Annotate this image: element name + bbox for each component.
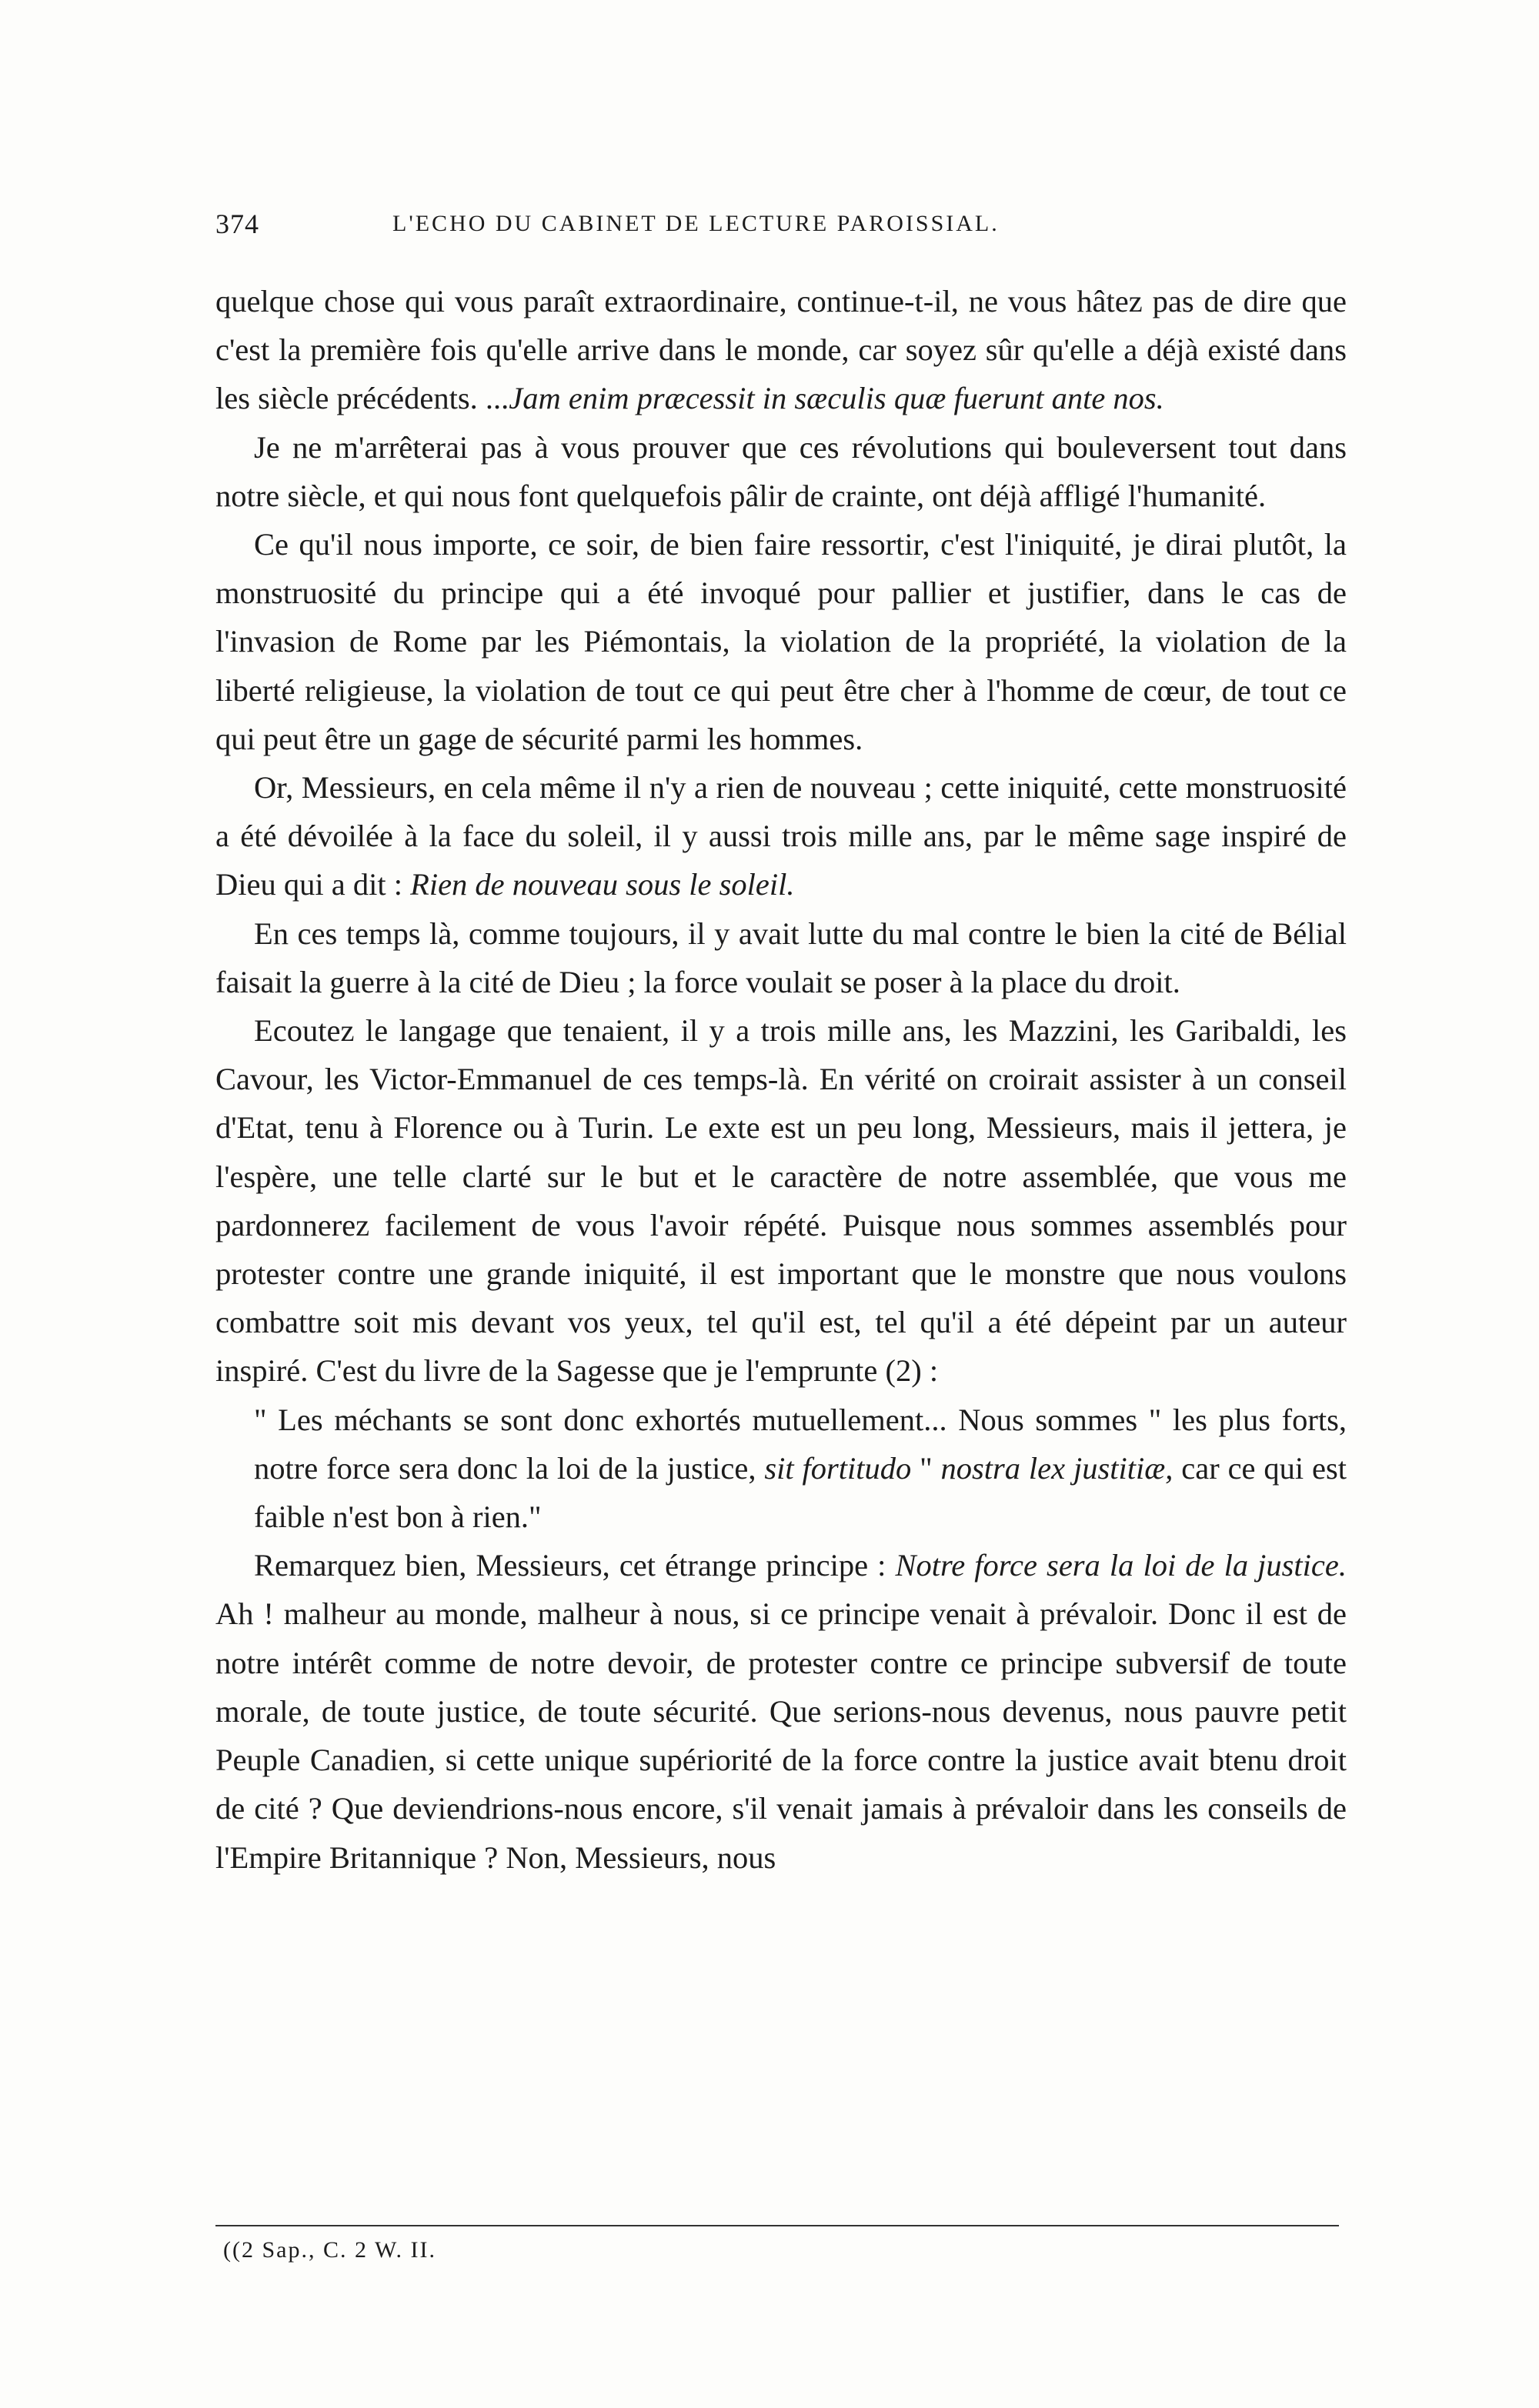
italic-latin-text: Rien de nouveau sous le soleil. (410, 867, 795, 902)
body-paragraph (215, 909, 1347, 1006)
italic-latin-text: nostra lex justitiæ, (940, 1450, 1173, 1486)
paragraph-text: Remarquez bien, Messieurs, cet étrange principe : (254, 1548, 896, 1583)
body-paragraph (215, 277, 1347, 423)
paragraph-text: car ce qui est faible n'est bon à rien." (254, 1450, 1347, 1535)
paragraph-text: Je ne m'arrêterai pas à vous prouver que ces révolutions qui bouleversent tout dans notre siècle, et qui nous font quelquefois pâlir de crainte, ont déjà affligé l'humanité. (215, 429, 1347, 513)
body-paragraph (215, 763, 1347, 909)
paragraph-text: Ah ! malheur au monde, malheur à nous, si ce principe venait à prévaloir. Donc il est de notre intérêt comme de notre devoir, de protester contre ce principe subversif de toute morale, de toute justice, de toute sécurité. Que serions-nous devenus, nous pauvre petit Peuple Canadien, si cette unique supériorité de la force contre la justice avait btenu droit de cité ? Que deviendrions-nous encore, s'il venait jamais à prévaloir dans les conseils de l'Empire Britannique ? Non, Messieurs, nous (215, 1596, 1347, 1875)
paragraph-text: " (911, 1450, 941, 1486)
paragraph-text: Ecoutez le langage que tenaient, il y a trois mille ans, les Mazzini, les Garibaldi, les Cavour, les Victor-Emmanuel de ces temps-là. En vérité on croirait assister à un conseil d'Etat, tenu à Florence ou à Turin. Le exte est un peu long, Messieurs, mais il jettera, je l'espère, une telle clarté sur le but et le caractère de notre assemblée, que vous me pardonnerez facilement de vous l'avoir répété. Puisque nous sommes assemblés pour protester contre une grande iniquité, il est important que le monstre que nous voulons combattre soit mis devant vos yeux, tel qu'il est, tel qu'il a été dépeint par un auteur inspiré. C'est du livre de la Sagesse que je l'emprunte (2) : (215, 1013, 1347, 1389)
footnote: ((2 Sap., C. 2 W. II. (223, 2237, 436, 2263)
running-title: L'ECHO DU CABINET DE LECTURE PAROISSIAL. (392, 211, 1000, 236)
italic-latin-text: Jam enim præcessit in sæculis quæ fuerunt ante nos. (509, 381, 1164, 416)
paragraph-text: En ces temps là, comme toujours, il y avait lutte du mal contre le bien la cité de Bélial faisait la guerre à la cité de Dieu ; la force voulait se poser à la place du droit. (215, 916, 1347, 999)
italic-latin-text: Notre force sera la loi de la justice. (895, 1548, 1347, 1583)
paragraph-text: Ce qu'il nous importe, ce soir, de bien faire ressortir, c'est l'iniquité, je dirai plutôt, la monstruosité du principe qui a été invoqué pour pallier et justifier, dans le cas de l'invasion de Rome par les Piémontais, la violation de la propriété, la violation de la liberté religieuse, la violation de tout ce qui peut être cher à l'homme de cœur, de tout ce qui peut être un gage de sécurité parmi les hommes. (215, 527, 1347, 756)
page-body-text (215, 277, 1347, 1882)
paragraph-text: " Les méchants se sont donc exhortés mutuellement... Nous sommes " les plus forts, notre force sera donc la loi de la justice, (254, 1402, 1347, 1486)
body-paragraph (215, 520, 1347, 763)
body-paragraph (215, 1006, 1347, 1396)
body-paragraph (215, 423, 1347, 520)
page-number: 374 (215, 208, 259, 239)
quotation-paragraph (215, 1396, 1347, 1542)
paragraph-text: quelque chose qui vous paraît extraordinaire, continue-t-il, ne vous hâtez pas de dire que c'est la première fois qu'elle arrive dans le monde, car soyez sûr qu'elle a déjà existé dans les siècle précédents. ... (215, 284, 1347, 416)
footnote-rule (215, 2225, 1339, 2226)
body-paragraph (215, 1541, 1347, 1881)
italic-latin-text: sit fortitudo (764, 1450, 912, 1486)
paragraph-text: Or, Messieurs, en cela même il n'y a rien de nouveau ; cette iniquité, cette monstruosité a été dévoilée à la face du soleil, il y aussi trois mille ans, par le même sage inspiré de Dieu qui a dit : (215, 770, 1347, 902)
